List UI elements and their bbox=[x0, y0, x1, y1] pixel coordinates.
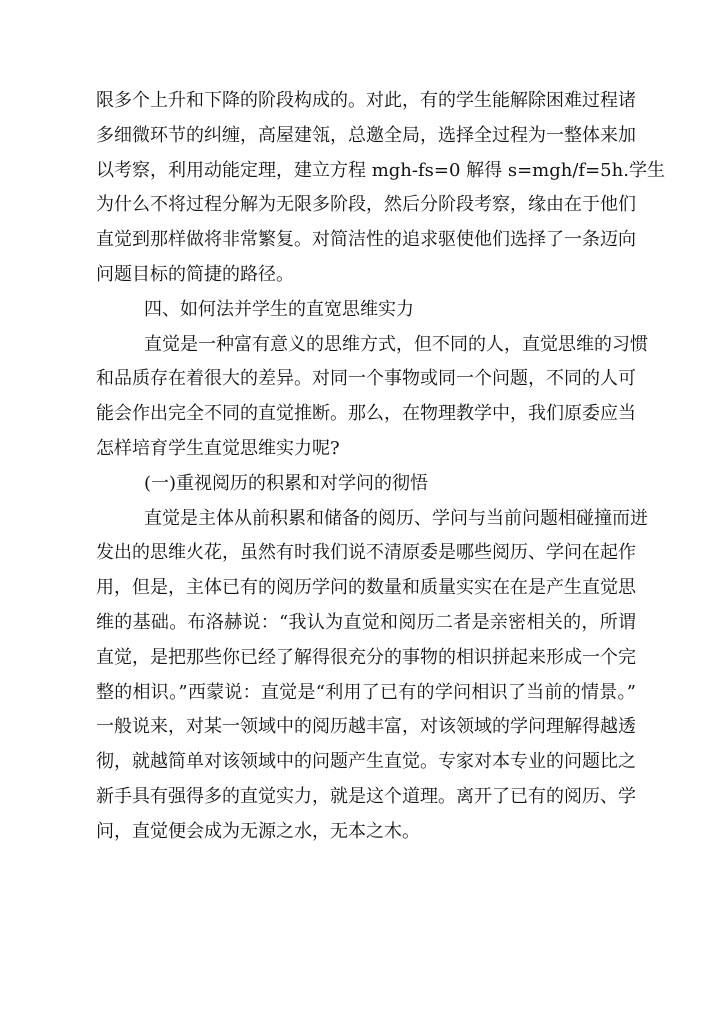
text-line: 新手具有强得多的直觉实力，就是这个道理。离开了已有的阅历、学 bbox=[96, 785, 636, 807]
body-text bbox=[96, 84, 665, 850]
text-line: 发出的思维火花，虽然有时我们说不清原委是哪些阅历、学问在起作 bbox=[96, 542, 636, 564]
subsection-heading: (一)重视阅历的积累和对学问的彻悟 bbox=[144, 472, 429, 494]
text-line: 能会作出完全不同的直觉推断。那么，在物理教学中，我们原委应当 bbox=[96, 403, 636, 425]
section-heading: 四、如何法并学生的直宽思维实力 bbox=[144, 298, 414, 320]
text-line: 怎样培育学生直觉思维实力呢? bbox=[96, 437, 340, 459]
text-line: 和品质存在着很大的差异。对同一个事物或同一个问题，不同的人可 bbox=[96, 368, 636, 390]
text-line: 维的基础。布洛赫说：“我认为直觉和阅历二者是亲密相关的，所谓 bbox=[96, 611, 636, 633]
text-line: 直觉是一种富有意义的思维方式，但不同的人，直觉思维的习惯 bbox=[144, 333, 648, 355]
text-line: 直觉，是把那些你已经了解得很充分的事物的相识拼起来形成一个完 bbox=[96, 646, 636, 668]
text-line: 彻，就越简单对该领域中的问题产生直觉。专家对本专业的问题比之 bbox=[96, 751, 636, 773]
text-line: 多细微环节的纠缠，高屋建瓴，总邀全局，选择全过程为一整体来加 bbox=[96, 124, 636, 146]
text-line: 一般说来，对某一领域中的阅历越丰富，对该领域的学问理解得越透 bbox=[96, 716, 636, 738]
text-line: 问，直觉便会成为无源之水，无本之木。 bbox=[96, 820, 420, 842]
text-line: 用，但是，主体已有的阅历学问的数量和质量实实在在是产生直觉思 bbox=[96, 577, 636, 599]
text-line: 为什么不将过程分解为无限多阶段，然后分阶段考察，缘由在于他们 bbox=[96, 194, 636, 216]
text-line: 问题目标的简捷的路径。 bbox=[96, 263, 294, 285]
text-line: 直觉是主体从前积累和储备的阅历、学问与当前问题相碰撞而迸 bbox=[144, 507, 648, 529]
text-line: 限多个上升和下降的阶段构成的。对此，有的学生能解除困难过程诸 bbox=[96, 90, 636, 111]
text-line: 直觉到那样做将非常繁复。对简洁性的追求驱使他们选择了一条迈向 bbox=[96, 229, 636, 251]
text-line: 以考察，利用动能定理，建立方程 mgh-fs=0 解得 s=mgh/f=5h.学生 bbox=[96, 159, 665, 181]
text-line: 整的相识。”西蒙说：直觉是“利用了已有的学问相识了当前的情景。” bbox=[96, 681, 636, 703]
